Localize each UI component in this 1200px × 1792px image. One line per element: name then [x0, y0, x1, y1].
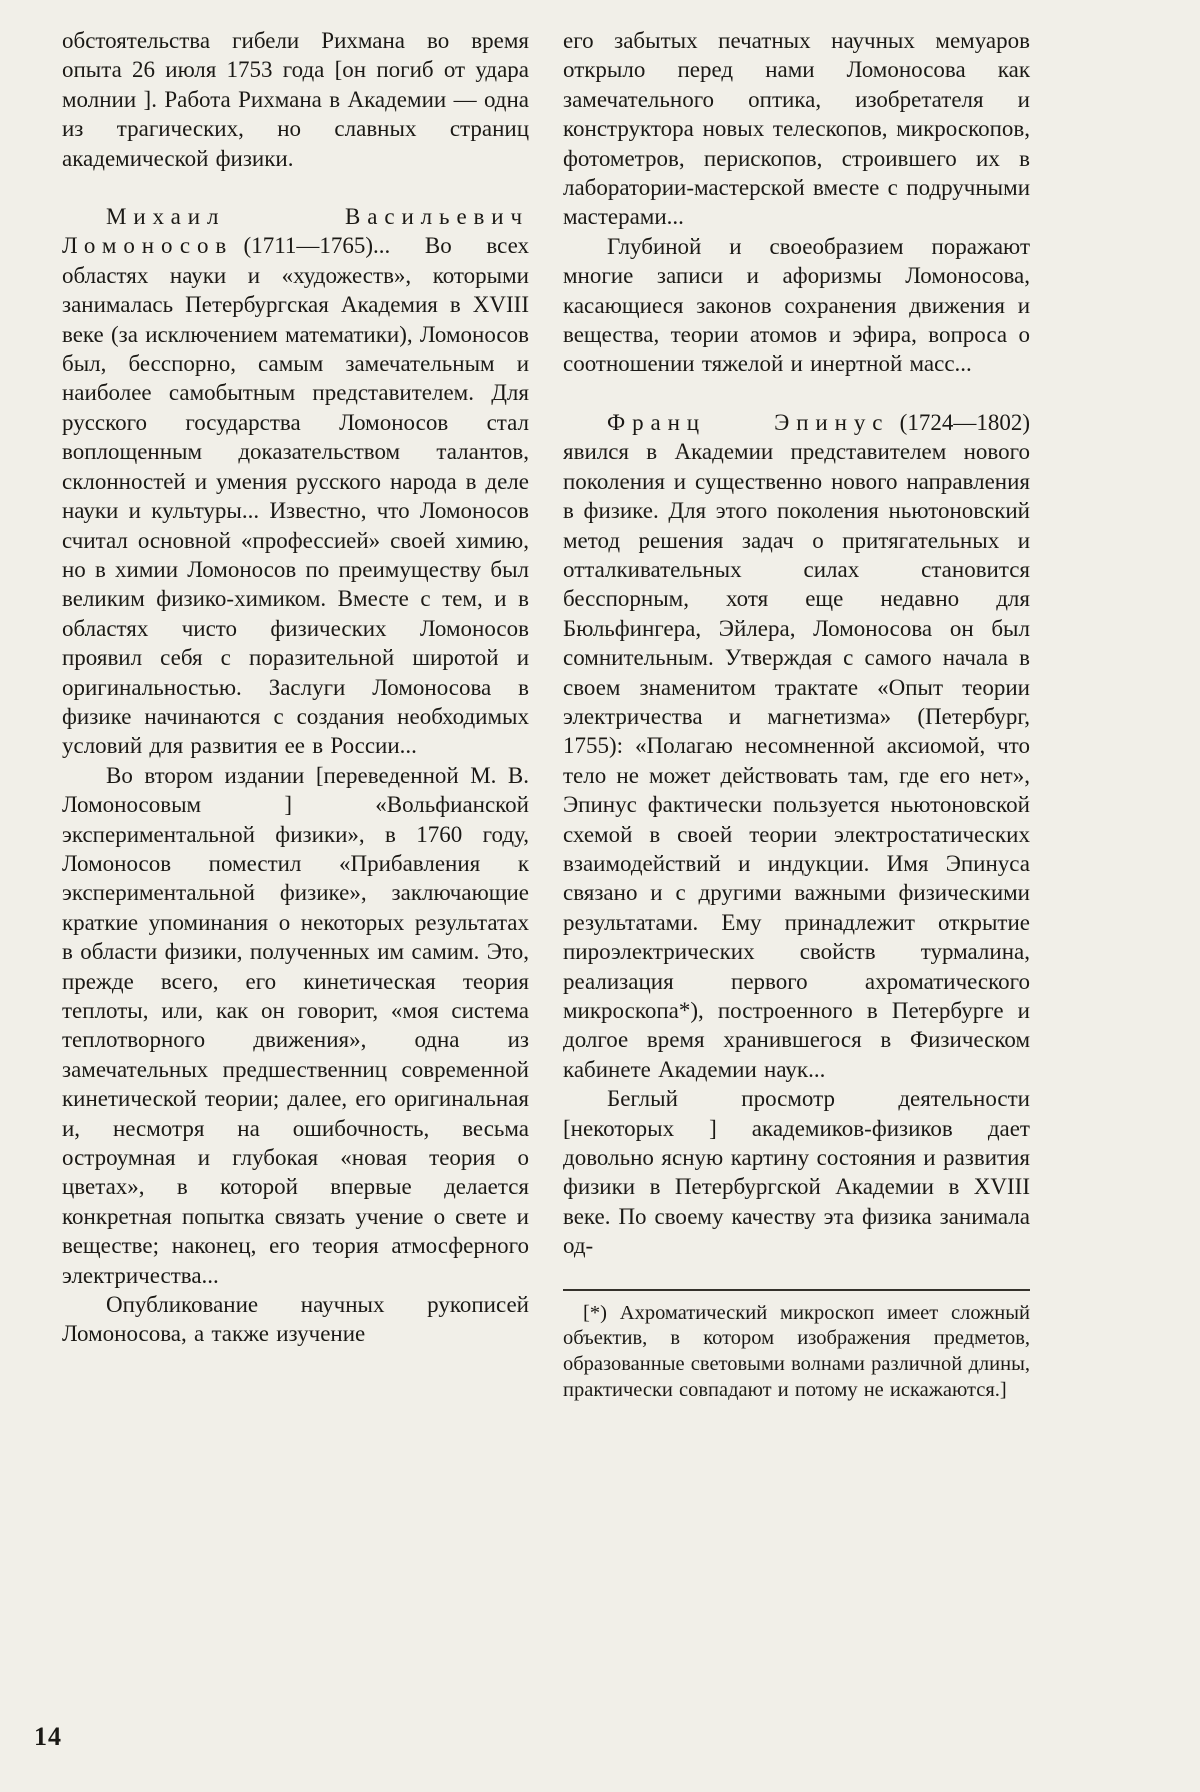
left-column — [62, 26, 529, 1404]
paragraph: Беглый просмотр деятельности [некоторых ] академиков-физиков дает довольно ясную картину состояния и развития физики в Петербургской Академии в XVIII веке. По своему качеству эта физика занимала од- — [563, 1086, 1030, 1259]
paragraph-text: (1724—1802) явился в Академии представителем нового поколения и существенно нового направления в физике. Для этого поколения ньютоновский метод решения задач о притягательных и отталкивательных силах становится бесспорным, хотя еще недавно для Бюльфингера, Эйлера, Ломоносова он был сомнительным. Утверждая с самого начала в своем знаменитом трактате «Опыт теории электричества и магнетизма» (Петербург, 1755): «Полагаю несомненной аксиомой, что тело не может действовать там, где его нет», Эпинус фактически пользуется ньютоновской схемой в своей теории электростатических взаимодействий и индукции. Имя Эпинуса связано и с другими важными физическими результатами. Ему принадлежит открытие пироэлектрических свойств турмалина, реализация первого ахроматического микроскопа*), построенного в Петербурге и долгое время хранившегося в Физическом кабинете Академии наук... — [563, 409, 1030, 1082]
person-name-epinus: Франц Эпинус — [607, 409, 890, 435]
footnote-text: [*) Ахроматический микроскоп имеет сложный объектив, в котором изображения предметов, образованные световыми волнами различной длины, практически совпадают и потому не искажаются.] — [563, 1301, 1030, 1402]
paragraph: обстоятельства гибели Рихмана во время опыта 26 июля 1753 года [он погиб от удара молнии ]. Работа Рихмана в Академии — одна из трагических, но славных страниц академической физики. — [62, 28, 529, 171]
paragraph: его забытых печатных научных мемуаров открыло перед нами Ломоносова как замечательного оптика, изобретателя и конструктора новых телескопов, микроскопов, фотометров, перископов, строившего их в лаборатории-мастерской вместе с подручными мастерами... — [563, 28, 1030, 230]
paragraph-text: (1711—1765)... Во всех областях науки и «художеств», которыми занималась Петербургская Академия в XVIII веке (за исключением математики), Ломоносов был, бесспорно, самым замечательным и наиболее самобытным представителем. Для русского государства Ломоносов стал воплощенным доказательством талантов, склонностей и умения русского народа в деле науки и культуры... Известно, что Ломоносов считал основной «профессией» своей химию, но в химии Ломоносов по преимуществу был великим физико-химиком. Вместе с тем, и в областях чисто физических Ломоносов проявил себя с поразительной широтой и оригинальностью. Заслуги Ломоносова в физике начинаются с создания необходимых условий для развития ее в России... — [62, 233, 529, 759]
footnote — [563, 1289, 1030, 1404]
right-column — [563, 26, 1030, 1404]
paragraph: Глубиной и своеобразием поражают многие записи и афоризмы Ломоносова, касающиеся законов сохранения движения и вещества, теории атомов и эфира, вопроса о соотношении тяжелой и инертной масс... — [563, 233, 1030, 377]
footnote-divider — [563, 1289, 1030, 1291]
paragraph: Во втором издании [переведенной М. В. Ломоносовым ] «Вольфианской экспериментальной физики», в 1760 году, Ломоносов поместил «Прибавления к экспериментальной физике», заключающие краткие упоминания о некоторых результатах в области физики, полученных им самим. Это, прежде всего, его кинетическая теория теплоты, или, как он говорит, «моя система теплотворного движения», одна из замечательных предшественниц современной кинетической теории; далее, его оригинальная и, несмотря на ошибочность, весьма остроумная и глубокая «новая теория о цветах», в которой впервые делается конкретная попытка связать учение о свете и веществе; наконец, его теория атмосферного электричества... — [62, 762, 529, 1288]
paragraph — [62, 202, 529, 761]
paragraph — [563, 408, 1030, 1084]
text-columns — [62, 26, 1030, 1404]
person-name-lomonosov: Михаил Васильевич Ломоносов — [62, 204, 529, 259]
paragraph: Опубликование научных рукописей Ломоносова, а также изучение — [62, 1292, 529, 1347]
page-number: 14 — [34, 1722, 62, 1751]
